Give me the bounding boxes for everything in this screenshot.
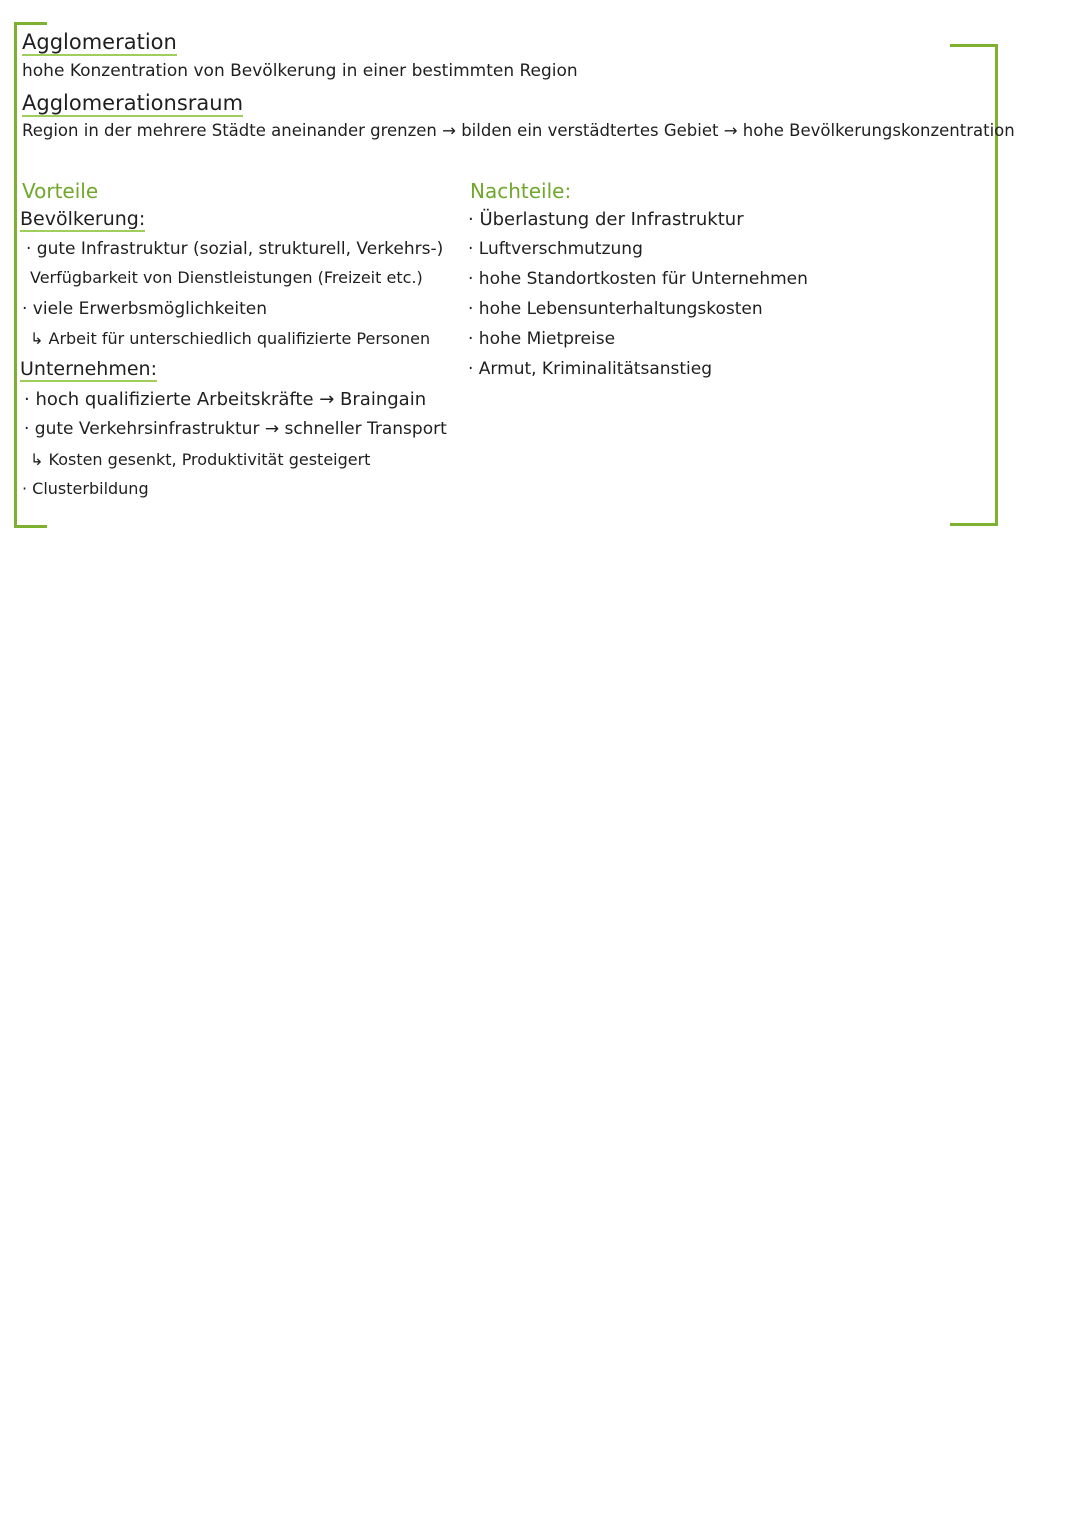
vorteil-item: Verfügbarkeit von Dienstleistungen (Freizeit etc.) <box>30 268 423 287</box>
bevoelkerung-heading: Bevölkerung: <box>20 208 146 230</box>
nachteil-item: · hohe Mietpreise <box>468 329 616 349</box>
vorteil-item: · gute Infrastruktur (sozial, strukturell, Verkehrs-) <box>26 239 444 259</box>
vorteile-heading: Vorteile <box>22 179 99 203</box>
nachteil-item: · Armut, Kriminalitätsanstieg <box>468 359 713 379</box>
vorteil-item: · gute Verkehrsinfrastruktur → schneller Transport <box>24 419 447 439</box>
agglomeration-term: Agglomeration <box>22 30 177 54</box>
vorteil-item: ↳ Kosten gesenkt, Produktivität gesteigert <box>30 450 371 469</box>
vorteil-item: · Clusterbildung <box>22 479 149 498</box>
nachteil-item: · hohe Standortkosten für Unternehmen <box>468 269 808 289</box>
vorteil-item: ↳ Arbeit für unterschiedlich qualifizierte Personen <box>30 329 431 348</box>
vorteil-item: · viele Erwerbsmöglichkeiten <box>22 299 268 319</box>
agglomerationsraum-term: Agglomerationsraum <box>22 91 244 115</box>
nachteile-heading: Nachteile: <box>470 179 572 203</box>
nachteil-item: · Überlastung der Infrastruktur <box>468 209 744 230</box>
right-bracket <box>950 44 998 526</box>
nachteil-item: · hohe Lebensunterhaltungskosten <box>468 299 763 319</box>
unternehmen-heading: Unternehmen: <box>20 358 157 380</box>
nachteil-item: · Luftverschmutzung <box>468 239 643 259</box>
agglomeration-definition: hohe Konzentration von Bevölkerung in einer bestimmten Region <box>22 61 578 81</box>
vorteil-item: · hoch qualifizierte Arbeitskräfte → Braingain <box>24 389 427 410</box>
agglomerationsraum-definition: Region in der mehrere Städte aneinander grenzen → bilden ein verstädtertes Gebiet → hohe Bevölkerungskonzentration <box>22 121 1015 140</box>
